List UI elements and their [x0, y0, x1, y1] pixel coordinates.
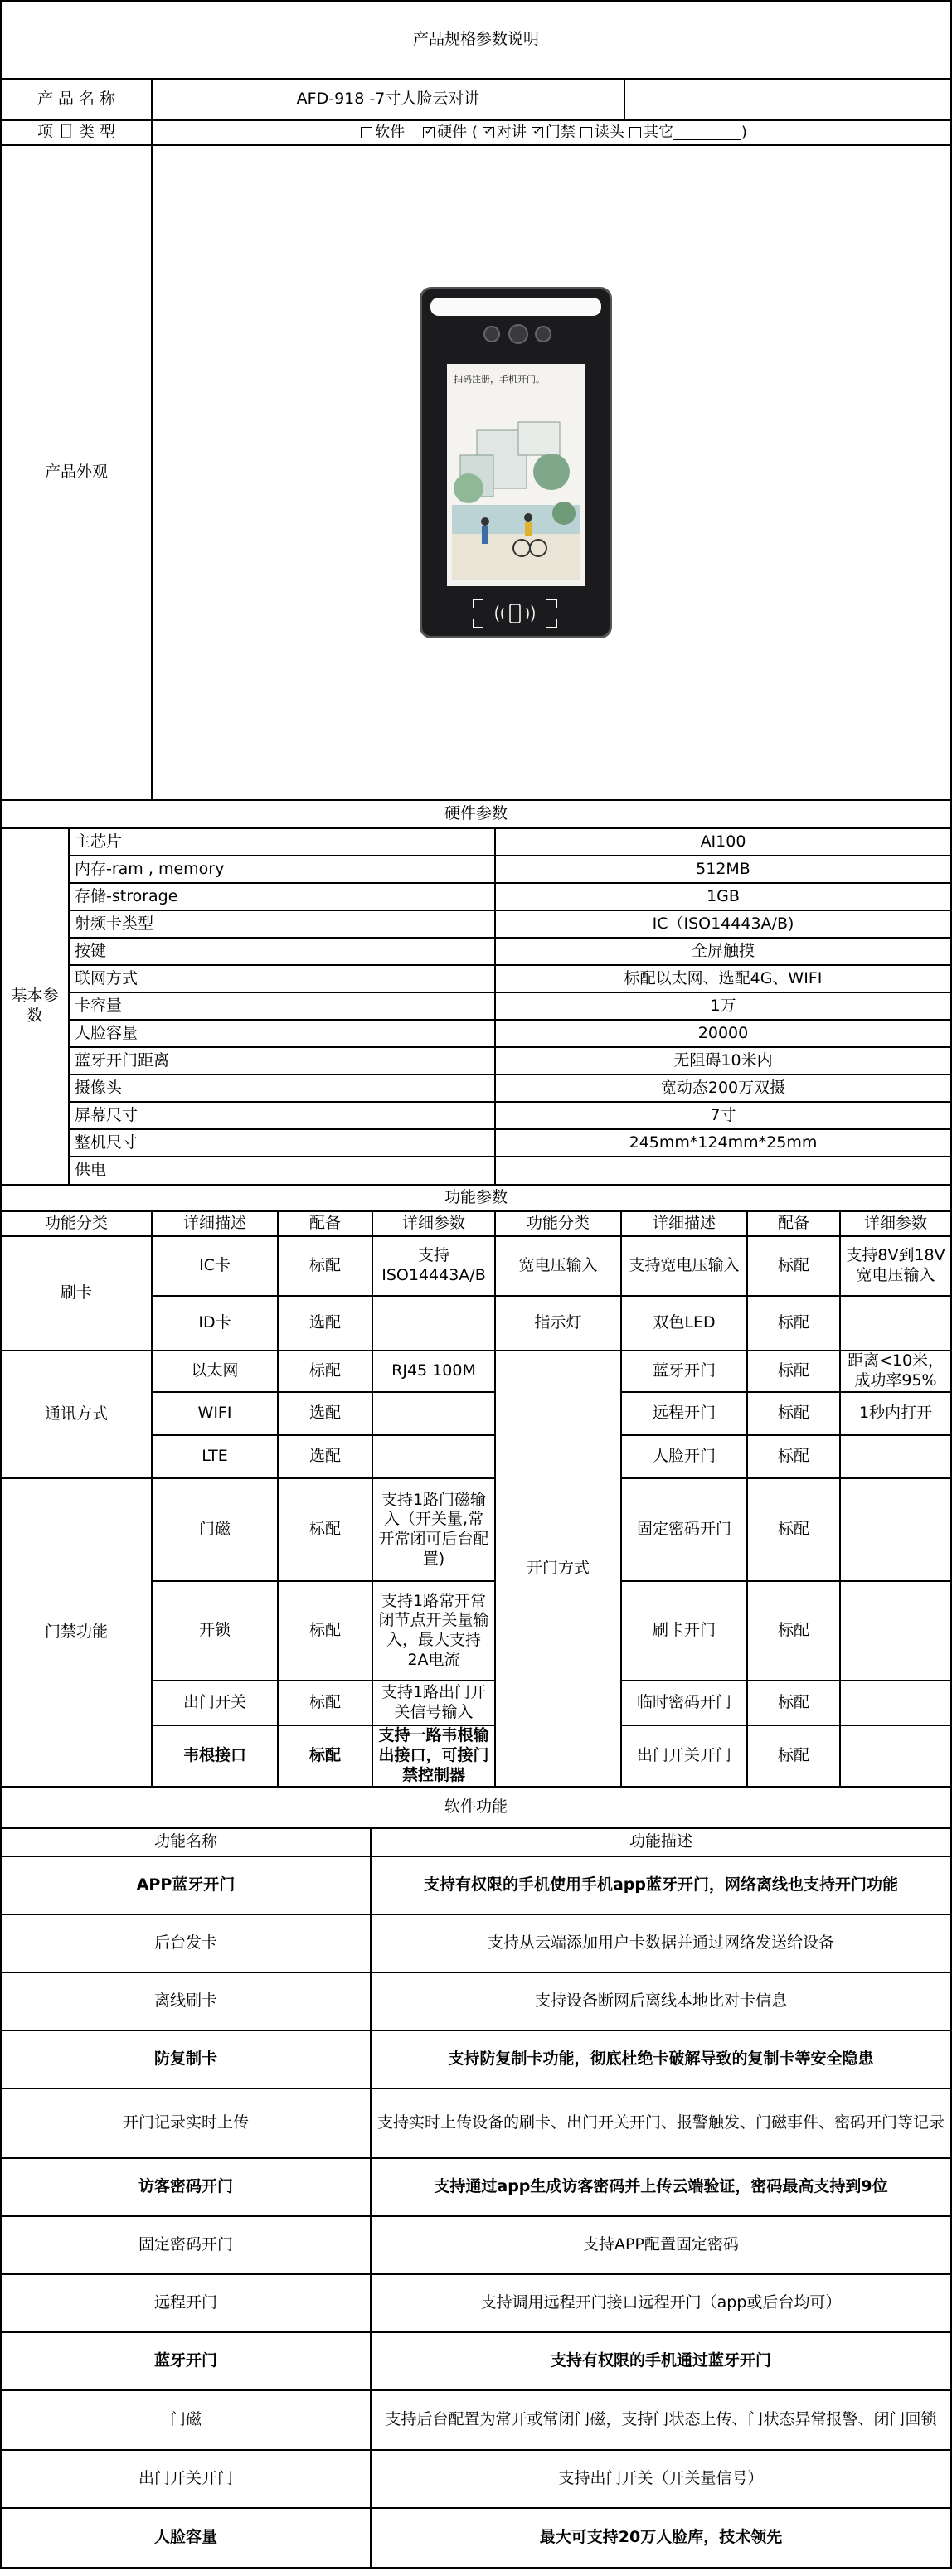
hardware-row	[70, 1157, 952, 1186]
hardware-row	[70, 1130, 952, 1157]
hardware-row	[70, 1075, 952, 1103]
software-name: 出门开关开门	[2, 2451, 372, 2509]
software-label: 软件	[375, 123, 406, 141]
hardware-row	[70, 884, 952, 911]
function-cell: 距离<10米，成功率95%	[841, 1351, 952, 1393]
hardware-value: 512MB	[496, 856, 952, 884]
software-desc: 支持有权限的手机使用手机app蓝牙开门，网络离线也支持开门功能	[372, 1857, 952, 1915]
function-header: 详细参数	[841, 1212, 952, 1237]
function-cell: 临时密码开门	[622, 1681, 748, 1726]
hardware-value: 宽动态200万双摄	[496, 1075, 952, 1103]
function-cell: 标配	[279, 1479, 373, 1582]
hardware-key: 内存-ram , memory	[70, 856, 496, 884]
software-row	[0, 1857, 952, 1915]
software-desc: 支持设备断网后离线本地比对卡信息	[372, 1973, 952, 2031]
function-header: 详细参数	[373, 1212, 496, 1237]
function-cell: 支持8V到18V宽电压输入	[841, 1237, 952, 1297]
hardware-checkbox	[423, 127, 435, 138]
software-row	[0, 2333, 952, 2391]
hardware-row	[70, 1021, 952, 1048]
function-cell	[841, 1582, 952, 1681]
function-cell: 指示灯	[496, 1297, 622, 1351]
software-row	[0, 1973, 952, 2031]
function-header: 详细描述	[622, 1212, 748, 1237]
hardware-value: 无阻碍10米内	[496, 1048, 952, 1075]
software-name: 人脸容量	[2, 2509, 372, 2569]
appearance-label: 产品外观	[2, 146, 153, 801]
function-section-row	[0, 1186, 952, 1212]
hardware-value: 7寸	[496, 1103, 952, 1130]
hardware-value: 20000	[496, 1021, 952, 1048]
software-row	[0, 2509, 952, 2569]
hardware-key: 蓝牙开门距离	[70, 1048, 496, 1075]
software-desc: 支持后台配置为常开或常闭门磁，支持门状态上传、门状态异常报警、闭门回锁	[372, 2391, 952, 2451]
hardware-table	[0, 829, 952, 1186]
hardware-key: 屏幕尺寸	[70, 1103, 496, 1130]
function-cell: 门磁	[153, 1479, 279, 1582]
software-header-name: 功能名称	[2, 1829, 372, 1857]
device-screen	[447, 364, 585, 586]
hardware-value: 1万	[496, 993, 952, 1021]
other-checkbox	[629, 127, 641, 138]
intercom-label: 对讲	[496, 123, 527, 141]
camera-icon	[535, 326, 551, 342]
hardware-key: 主芯片	[70, 829, 496, 856]
function-cell: 标配	[279, 1582, 373, 1681]
software-header-desc: 功能描述	[372, 1829, 952, 1857]
function-cell	[373, 1436, 496, 1479]
empty-cell	[625, 80, 952, 121]
software-row	[0, 2451, 952, 2509]
camera-icon	[483, 326, 500, 342]
intercom-checkbox	[483, 127, 494, 138]
function-cell: 固定密码开门	[622, 1479, 748, 1582]
software-desc: 支持调用远程开门接口远程开门（app或后台均可）	[372, 2275, 952, 2333]
hardware-key: 卡容量	[70, 993, 496, 1021]
software-desc: 支持出门开关（开关量信号）	[372, 2451, 952, 2509]
software-name: 访客密码开门	[2, 2159, 372, 2217]
hardware-row	[70, 1103, 952, 1130]
hardware-value: 标配以太网、选配4G、WIFI	[496, 966, 952, 993]
hardware-key: 摄像头	[70, 1075, 496, 1103]
function-cell: 标配	[279, 1351, 373, 1393]
function-cell: 以太网	[153, 1351, 279, 1393]
hardware-section-row	[0, 801, 952, 829]
function-table	[0, 1212, 952, 1788]
door-label: 门禁	[545, 123, 576, 141]
software-section-row	[0, 1788, 952, 1829]
hardware-value: IC（ISO14443A/B)	[496, 911, 952, 939]
nfc-reader-icon	[472, 598, 558, 629]
product-name-value: AFD-918 -7寸人脸云对讲	[153, 80, 625, 121]
hardware-key: 供电	[70, 1157, 496, 1186]
software-row	[0, 2217, 952, 2275]
function-cell: 支持1路出门开关信号输入	[373, 1681, 496, 1726]
function-cell: IC卡	[153, 1237, 279, 1297]
hardware-value: 全屏触摸	[496, 939, 952, 966]
project-type-label: 项 目 类 型	[2, 121, 153, 146]
function-header: 详细描述	[153, 1212, 279, 1237]
function-cell: 标配	[748, 1351, 841, 1393]
function-cell: 标配	[279, 1681, 373, 1726]
software-checkbox	[361, 127, 372, 138]
camera-icon	[508, 324, 528, 344]
hardware-key: 人脸容量	[70, 1021, 496, 1048]
function-cell: RJ45 100M	[373, 1351, 496, 1393]
hardware-key: 存储-strorage	[70, 884, 496, 911]
function-cell: 标配	[279, 1237, 373, 1297]
function-cell	[841, 1681, 952, 1726]
hardware-row	[70, 829, 952, 856]
hardware-row	[70, 1048, 952, 1075]
function-cell: 开锁	[153, 1582, 279, 1681]
function-cell	[841, 1479, 952, 1582]
software-name: 远程开门	[2, 2275, 372, 2333]
function-cell: 标配	[748, 1681, 841, 1726]
function-cell: 出门开关	[153, 1681, 279, 1726]
function-cell: 出门开关开门	[622, 1726, 748, 1788]
software-name: 防复制卡	[2, 2031, 372, 2089]
software-desc: 支持防复制卡功能，彻底杜绝卡破解导致的复制卡等安全隐患	[372, 2031, 952, 2089]
software-desc: 支持通过app生成访客密码并上传云端验证，密码最高支持到9位	[372, 2159, 952, 2217]
product-device-image	[420, 287, 612, 638]
hardware-value: 1GB	[496, 884, 952, 911]
function-cell: 远程开门	[622, 1393, 748, 1436]
function-cell: 支持宽电压输入	[622, 1237, 748, 1297]
project-type-row	[0, 121, 952, 146]
hardware-key: 射频卡类型	[70, 911, 496, 939]
function-cell: ID卡	[153, 1297, 279, 1351]
function-cell: 人脸开门	[622, 1436, 748, 1479]
function-cell: 双色LED	[622, 1297, 748, 1351]
function-cell: 蓝牙开门	[622, 1351, 748, 1393]
function-cell	[373, 1297, 496, 1351]
software-row	[0, 2391, 952, 2451]
function-cell: 1秒内打开	[841, 1393, 952, 1436]
software-row	[0, 2031, 952, 2089]
software-name: 开门记录实时上传	[2, 2089, 372, 2159]
function-cell: 标配	[748, 1393, 841, 1436]
function-cell: 标配	[279, 1726, 373, 1788]
software-rows	[0, 1857, 952, 2569]
hardware-value: AI100	[496, 829, 952, 856]
function-section-title: 功能参数	[2, 1186, 952, 1212]
function-cell: 标配	[748, 1582, 841, 1681]
function-cell: 支持1路门磁输入（开关量,常开常闭可后台配置)	[373, 1479, 496, 1582]
product-name-row	[0, 80, 952, 121]
software-row	[0, 1915, 952, 1973]
function-cell: 标配	[748, 1436, 841, 1479]
software-desc: 支持实时上传设备的刷卡、出门开关开门、报警触发、门磁事件、密码开门等记录	[372, 2089, 952, 2159]
function-cell: 标配	[748, 1479, 841, 1582]
reader-checkbox	[580, 127, 592, 138]
function-cell	[841, 1297, 952, 1351]
function-header: 配备	[279, 1212, 373, 1237]
light-bar	[430, 298, 601, 316]
hardware-row	[70, 856, 952, 884]
hardware-row	[70, 939, 952, 966]
function-cell: LTE	[153, 1436, 279, 1479]
software-name: 后台发卡	[2, 1915, 372, 1973]
hardware-key: 整机尺寸	[70, 1130, 496, 1157]
function-cell: 支持1路常开常闭节点开关量输入，最大支持2A电流	[373, 1582, 496, 1681]
function-cell: 宽电压输入	[496, 1237, 622, 1297]
hardware-section-title: 硬件参数	[2, 801, 952, 829]
hardware-group-label: 基本参数	[2, 829, 70, 1186]
function-cell	[841, 1726, 952, 1788]
function-cell: 刷卡开门	[622, 1582, 748, 1681]
function-header: 功能分类	[496, 1212, 622, 1237]
function-cell: 支持一路韦根输出接口，可接门禁控制器	[373, 1726, 496, 1788]
other-blank	[673, 126, 741, 140]
function-cell: WIFI	[153, 1393, 279, 1436]
other-label: 其它	[643, 123, 673, 141]
function-category: 刷卡	[2, 1237, 153, 1351]
reader-label: 读头	[594, 123, 624, 141]
door-checkbox	[532, 127, 543, 138]
function-category: 通讯方式	[2, 1351, 153, 1479]
function-cell	[373, 1393, 496, 1436]
function-cell: 韦根接口	[153, 1726, 279, 1788]
software-name: 蓝牙开门	[2, 2333, 372, 2391]
hardware-row	[70, 966, 952, 993]
hardware-key: 按键	[70, 939, 496, 966]
page-title: 产品规格参数说明	[2, 2, 952, 80]
function-category: 门禁功能	[2, 1479, 153, 1788]
function-header: 配备	[748, 1212, 841, 1237]
software-desc: 支持从云端添加用户卡数据并通过网络发送给设备	[372, 1915, 952, 1973]
function-category: 开门方式	[496, 1351, 622, 1788]
software-name: APP蓝牙开门	[2, 1857, 372, 1915]
close-paren: )	[741, 123, 747, 141]
function-cell: 支持ISO14443A/B	[373, 1237, 496, 1297]
software-name: 门磁	[2, 2391, 372, 2451]
hardware-row	[70, 911, 952, 939]
hardware-value	[496, 1157, 952, 1186]
function-cell: 标配	[748, 1297, 841, 1351]
hardware-value: 245mm*124mm*25mm	[496, 1130, 952, 1157]
project-type-options	[153, 121, 952, 146]
hardware-key: 联网方式	[70, 966, 496, 993]
software-header-row	[0, 1829, 952, 1857]
hardware-label: 硬件 (	[437, 123, 478, 141]
software-row	[0, 2159, 952, 2217]
city-scene-illustration	[452, 397, 580, 580]
hardware-rows	[70, 829, 952, 1186]
software-row	[0, 2275, 952, 2333]
software-row	[0, 2089, 952, 2159]
device-screen-text: 扫码注册，手机开门。	[454, 374, 545, 385]
software-desc: 支持有权限的手机通过蓝牙开门	[372, 2333, 952, 2391]
function-cell: 标配	[748, 1726, 841, 1788]
function-cell: 标配	[748, 1237, 841, 1297]
function-cell: 选配	[279, 1393, 373, 1436]
hardware-row	[70, 993, 952, 1021]
function-cell: 选配	[279, 1436, 373, 1479]
title-row	[0, 0, 952, 80]
software-desc: 最大可支持20万人脸库，技术领先	[372, 2509, 952, 2569]
software-desc: 支持APP配置固定密码	[372, 2217, 952, 2275]
function-cell: 选配	[279, 1297, 373, 1351]
software-section-title: 软件功能	[2, 1788, 952, 1829]
software-name: 固定密码开门	[2, 2217, 372, 2275]
function-cell	[841, 1436, 952, 1479]
product-name-label: 产 品 名 称	[2, 80, 153, 121]
software-name: 离线刷卡	[2, 1973, 372, 2031]
function-header: 功能分类	[2, 1212, 153, 1237]
